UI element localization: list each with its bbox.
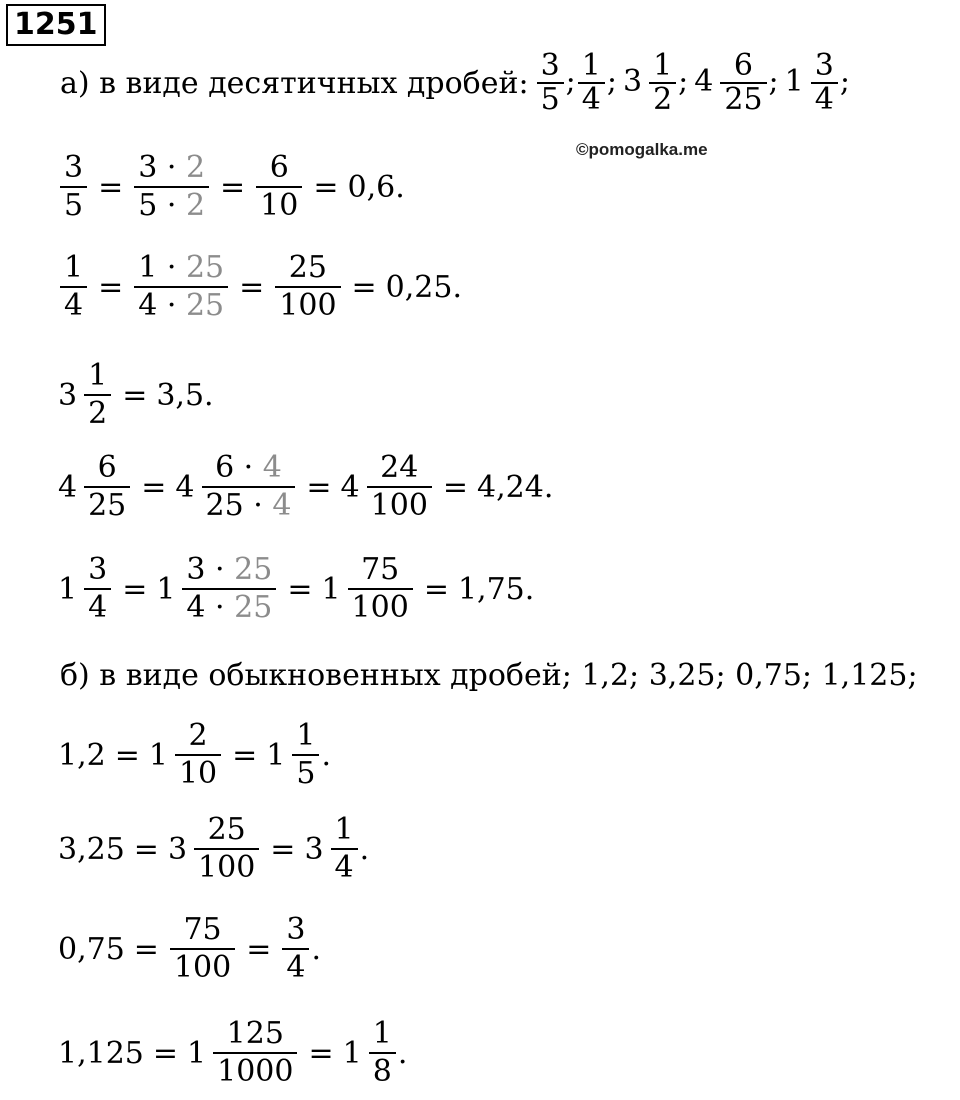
math-text: 3: [167, 831, 188, 867]
fraction: [292, 718, 319, 792]
equation-row: [58, 450, 954, 524]
fraction: [649, 50, 676, 116]
math-text: 5: [64, 188, 84, 223]
math-text: 3: [814, 48, 834, 83]
math-text: =: [133, 931, 159, 967]
math-text: 4: [694, 64, 714, 99]
math-text: 1: [88, 358, 108, 393]
math-text: 3: [64, 150, 84, 185]
equation-row: [58, 358, 954, 432]
math-text: =: [270, 831, 296, 867]
fraction: [282, 912, 309, 986]
list-item: [779, 50, 850, 116]
math-text: 3 ·: [186, 552, 235, 587]
equation-row: [58, 150, 954, 224]
math-text: 4: [814, 82, 834, 117]
math-text: 4: [334, 850, 354, 885]
equation-row: [58, 912, 954, 986]
result-value: 3,5.: [156, 377, 214, 413]
math-text: ;: [768, 64, 779, 99]
math-text: 4: [286, 950, 306, 985]
math-text: 4: [64, 288, 84, 323]
math-text: 25: [234, 552, 273, 587]
math-text: 4: [88, 590, 108, 625]
math-text: 100: [351, 590, 409, 625]
math-text: =: [287, 571, 313, 607]
math-text: .: [397, 1035, 408, 1071]
math-text: 3: [540, 48, 560, 83]
math-text: =: [152, 1035, 179, 1071]
math-text: 3: [304, 831, 324, 867]
equation-row: [58, 718, 954, 792]
math-text: 1: [148, 737, 168, 773]
math-text: 125: [226, 1016, 284, 1051]
watermark: ©pomogalka.me: [576, 140, 708, 159]
fraction: [84, 358, 111, 432]
math-text: 24: [380, 450, 419, 485]
math-text: 4: [340, 469, 360, 505]
math-text: =: [122, 377, 148, 413]
math-text: 3,25: [58, 831, 125, 867]
math-text: 0,75: [58, 931, 125, 967]
math-text: 1,125: [58, 1035, 144, 1071]
fraction: [60, 250, 87, 324]
fraction: [537, 50, 564, 116]
math-text: 25: [88, 488, 127, 523]
math-text: 1: [334, 812, 354, 847]
math-text: 3: [622, 64, 643, 99]
fraction: [170, 912, 235, 986]
math-text: 2: [188, 718, 208, 753]
math-text: 25: [185, 250, 225, 285]
math-text: 1,2: [58, 737, 106, 773]
task-number: 1251: [6, 4, 106, 46]
math-text: 5 ·: [138, 188, 186, 223]
math-text: 25: [724, 82, 763, 117]
math-text: 1000: [217, 1054, 294, 1089]
equation-row: [58, 1016, 954, 1090]
math-text: 5: [540, 82, 560, 117]
math-text: 1: [321, 571, 341, 607]
math-text: 3 ·: [138, 150, 186, 185]
math-text: 2: [185, 150, 206, 185]
math-text: 25: [207, 812, 246, 847]
fraction: [811, 50, 838, 116]
math-text: .: [359, 831, 370, 867]
math-text: =: [220, 169, 246, 205]
math-text: 75: [361, 552, 400, 587]
math-text: 10: [178, 756, 218, 791]
fraction: [348, 552, 413, 626]
math-text: =: [351, 269, 377, 305]
math-text: =: [122, 571, 148, 607]
math-text: 25: [185, 288, 225, 323]
math-text: =: [141, 469, 167, 505]
math-text: ;: [678, 64, 689, 99]
math-text: =: [442, 469, 469, 505]
math-text: 4: [581, 82, 601, 117]
equation-row: [58, 552, 954, 626]
result-value: 4,24.: [477, 469, 554, 505]
math-text: 100: [370, 488, 428, 523]
list-item: [576, 50, 617, 116]
fraction: [331, 812, 358, 886]
math-text: 2: [653, 82, 673, 117]
math-text: 3: [286, 912, 306, 947]
math-text: =: [114, 737, 140, 773]
math-text: 6: [733, 48, 753, 83]
math-text: =: [306, 469, 332, 505]
fraction: [134, 250, 228, 324]
fraction: [84, 450, 130, 524]
list-item: [535, 50, 576, 116]
math-text: 1: [372, 1016, 392, 1051]
math-text: 1: [342, 1035, 362, 1071]
part-a-label: а) в виде десятичных дробей:: [60, 65, 529, 101]
math-text: 1: [266, 737, 286, 773]
math-text: 3: [58, 377, 78, 413]
list-item: [688, 50, 778, 116]
fraction: [84, 552, 111, 626]
math-text: =: [423, 571, 449, 607]
math-text: 25 ·: [205, 488, 273, 523]
math-text: 4 ·: [138, 288, 186, 323]
math-text: 3: [88, 552, 108, 587]
list-item: [617, 50, 688, 116]
math-text: =: [98, 169, 124, 205]
math-text: =: [239, 269, 265, 305]
math-text: =: [246, 931, 272, 967]
fraction: [134, 150, 209, 224]
math-text: 4: [262, 450, 282, 485]
equation-row: [58, 812, 954, 886]
math-text: 1: [653, 48, 673, 83]
math-text: 1: [156, 571, 176, 607]
math-text: 25: [234, 590, 273, 625]
math-text: 4: [272, 488, 292, 523]
fraction: [367, 450, 432, 524]
math-text: =: [98, 269, 124, 305]
math-text: 6 ·: [215, 450, 263, 485]
fraction: [60, 150, 87, 224]
math-text: 10: [260, 188, 299, 223]
math-text: 75: [183, 912, 222, 947]
math-text: ;: [839, 64, 850, 99]
math-text: 8: [372, 1054, 392, 1089]
math-text: ;: [606, 64, 617, 99]
math-text: 1: [784, 64, 804, 99]
math-text: 1: [187, 1035, 207, 1071]
math-text: 1: [296, 718, 316, 753]
math-text: 1 ·: [138, 250, 186, 285]
fraction: [369, 1016, 396, 1090]
math-text: 1: [581, 48, 601, 83]
math-text: =: [308, 1035, 334, 1071]
math-text: 6: [97, 450, 117, 485]
fraction: [275, 250, 340, 324]
part-b-heading: [58, 658, 954, 693]
fraction: [578, 50, 605, 116]
result-value: 1,75.: [457, 571, 535, 607]
math-text: 2: [88, 396, 108, 431]
math-text: =: [232, 737, 258, 773]
math-text: 4 ·: [186, 590, 235, 625]
math-text: 4: [175, 469, 195, 505]
math-text: 100: [279, 288, 337, 323]
math-text: =: [133, 831, 159, 867]
math-text: 2: [185, 188, 206, 223]
part-b-label: б) в виде обыкновенных дробей; 1,2; 3,25; 0,75; 1,125;: [60, 658, 918, 693]
fraction: [213, 1016, 297, 1090]
part-a-heading: [58, 50, 954, 116]
fraction: [202, 450, 296, 524]
fraction: [182, 552, 276, 626]
fraction: [720, 50, 766, 116]
math-text: 5: [296, 756, 316, 791]
math-text: ;: [565, 64, 576, 99]
math-text: 6: [269, 150, 289, 185]
math-text: 4: [58, 469, 78, 505]
result-value: 0,25.: [385, 269, 463, 305]
math-text: .: [311, 931, 321, 967]
fraction: [194, 812, 259, 886]
math-text: 25: [288, 250, 327, 285]
fraction: [256, 150, 302, 224]
math-text: 1: [64, 250, 84, 285]
math-text: 100: [173, 950, 232, 985]
math-text: .: [321, 737, 332, 773]
math-text: =: [313, 169, 339, 205]
math-text: 1: [58, 571, 78, 607]
equation-row: [58, 250, 954, 324]
fraction: [175, 718, 221, 792]
result-value: 0,6.: [347, 169, 405, 205]
math-text: 100: [198, 850, 256, 885]
